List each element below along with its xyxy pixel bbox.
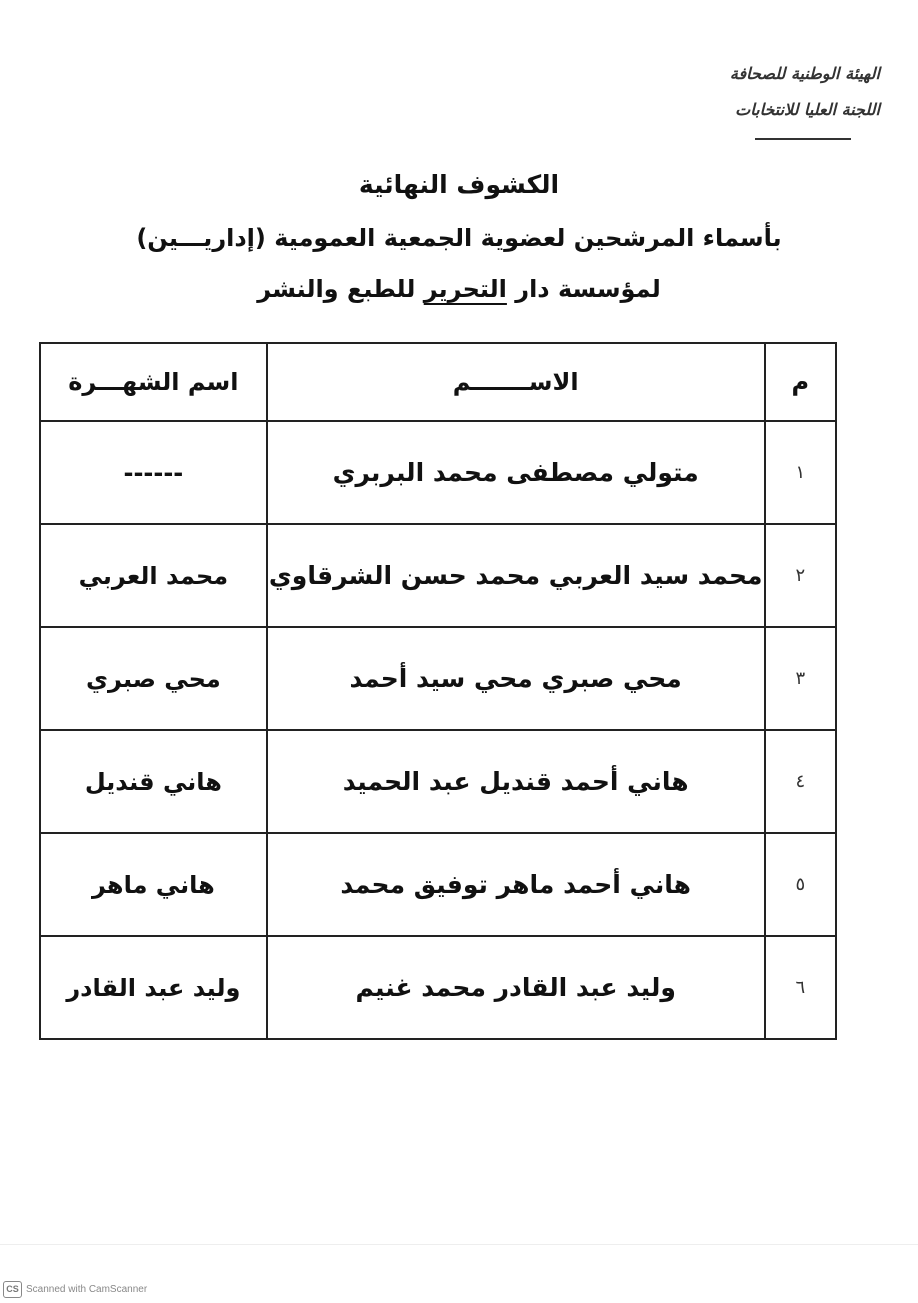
table-row bbox=[40, 524, 836, 627]
table-row bbox=[40, 627, 836, 730]
camscanner-icon: CS bbox=[3, 1281, 22, 1298]
scanner-text: Scanned with CamScanner bbox=[26, 1284, 148, 1295]
institution-line bbox=[0, 275, 918, 303]
header-number: م bbox=[765, 343, 836, 421]
header-name: الاســـــــم bbox=[267, 343, 765, 421]
footer-rule bbox=[0, 1244, 918, 1245]
issuer-header bbox=[660, 56, 880, 128]
table-header-row bbox=[40, 343, 836, 421]
row-name: هاني أحمد قنديل عبد الحميد bbox=[267, 730, 765, 833]
row-fame-name: محي صبري bbox=[40, 627, 267, 730]
document-subtitle: بأسماء المرشحين لعضوية الجمعية العمومية (إداريـــين) bbox=[136, 224, 782, 252]
institution-prefix: لمؤسسة دار bbox=[506, 275, 661, 303]
row-fame-name: محمد العربي bbox=[40, 524, 267, 627]
document-title: الكشوف النهائية bbox=[358, 170, 560, 199]
issuer-line-1: الهيئة الوطنية للصحافة bbox=[729, 64, 880, 83]
row-fame-name: ------ bbox=[40, 421, 267, 524]
row-name: هاني أحمد ماهر توفيق محمد bbox=[267, 833, 765, 936]
header-rule bbox=[755, 138, 851, 140]
row-fame-name: وليد عبد القادر bbox=[40, 936, 267, 1039]
row-fame-name: هاني ماهر bbox=[40, 833, 267, 936]
table-row bbox=[40, 730, 836, 833]
row-name: وليد عبد القادر محمد غنيم bbox=[267, 936, 765, 1039]
row-number: ٤ bbox=[765, 730, 836, 833]
row-number: ٢ bbox=[765, 524, 836, 627]
table-row bbox=[40, 936, 836, 1039]
header-fame-name: اسم الشهـــرة bbox=[40, 343, 267, 421]
row-number: ٦ bbox=[765, 936, 836, 1039]
row-fame-name: هاني قنديل bbox=[40, 730, 267, 833]
table-row bbox=[40, 421, 836, 524]
row-number: ٣ bbox=[765, 627, 836, 730]
row-number: ١ bbox=[765, 421, 836, 524]
row-name: محمد سيد العربي محمد حسن الشرقاوي bbox=[267, 524, 765, 627]
scanner-watermark bbox=[3, 1281, 147, 1298]
candidates-table bbox=[39, 342, 837, 1040]
institution-underlined: التحرير bbox=[423, 275, 507, 303]
row-name: محي صبري محي سيد أحمد bbox=[267, 627, 765, 730]
row-number: ٥ bbox=[765, 833, 836, 936]
institution-suffix: للطبع والنشر bbox=[257, 275, 424, 303]
issuer-line-2: اللجنة العليا للانتخابات bbox=[735, 100, 880, 119]
table-row bbox=[40, 833, 836, 936]
row-name: متولي مصطفى محمد البربري bbox=[267, 421, 765, 524]
